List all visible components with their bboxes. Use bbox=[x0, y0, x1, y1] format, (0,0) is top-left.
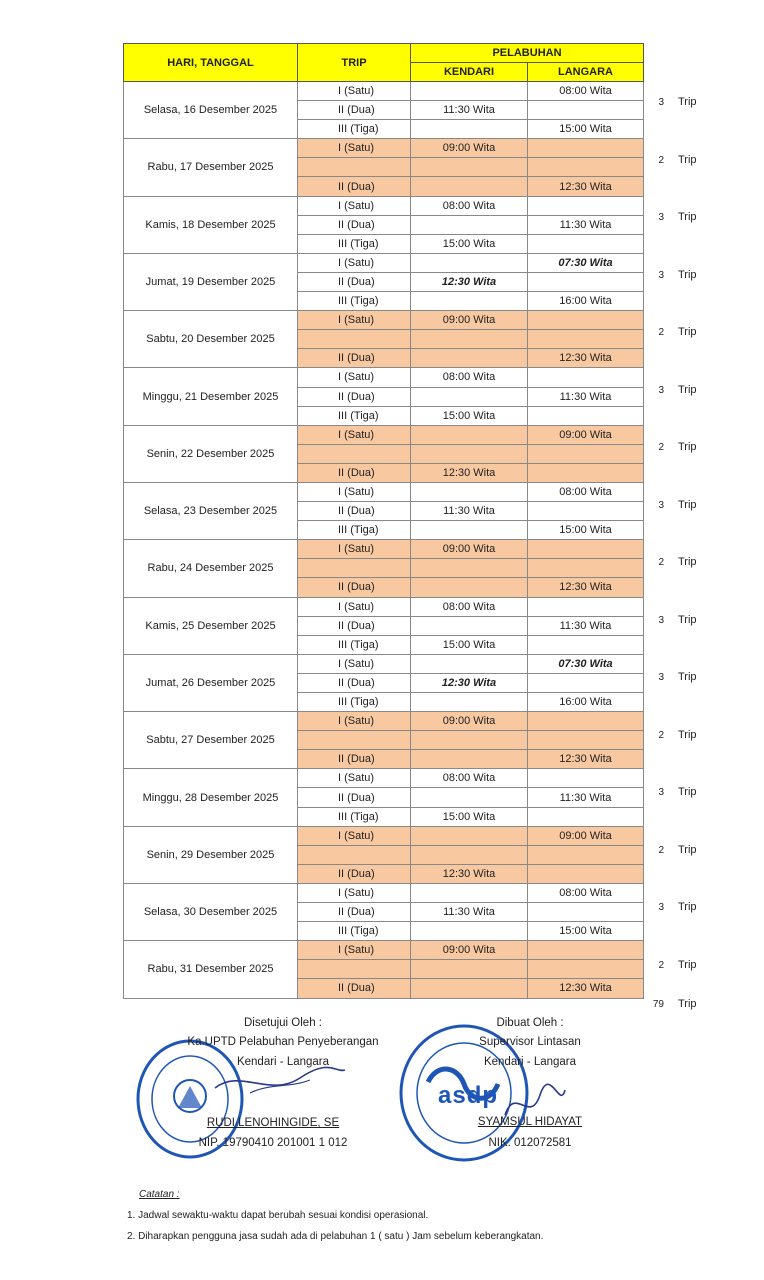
day-date: Rabu, 31 Desember 2025 bbox=[124, 941, 298, 998]
day-date: Senin, 29 Desember 2025 bbox=[124, 826, 298, 883]
langara-time-cell: 16:00 Wita bbox=[528, 292, 644, 311]
day-date: Selasa, 30 Desember 2025 bbox=[124, 883, 298, 940]
day-date: Selasa, 16 Desember 2025 bbox=[124, 82, 298, 139]
kendari-time-cell bbox=[411, 521, 528, 540]
day-trip-number: 3 bbox=[658, 269, 664, 281]
langara-time-cell: 08:00 Wita bbox=[528, 883, 644, 902]
trip-cell: II (Dua) bbox=[298, 903, 411, 922]
day-trip-number: 3 bbox=[658, 902, 664, 913]
notes-heading: Catatan : bbox=[139, 1189, 180, 1200]
langara-time-cell bbox=[528, 845, 644, 864]
kendari-time-cell: 11:30 Wita bbox=[411, 502, 528, 521]
kendari-time-cell bbox=[411, 349, 528, 368]
day-trip-label: Trip bbox=[678, 441, 697, 453]
kendari-time-cell bbox=[411, 788, 528, 807]
day-date: Selasa, 23 Desember 2025 bbox=[124, 482, 298, 539]
header-kendari: KENDARI bbox=[411, 63, 528, 82]
notes bbox=[127, 1184, 543, 1247]
day-trip-label: Trip bbox=[678, 613, 697, 626]
trip-cell: I (Satu) bbox=[298, 196, 411, 215]
langara-time-cell: 07:30 Wita bbox=[528, 654, 644, 673]
kendari-time-cell bbox=[411, 654, 528, 673]
langara-time-cell bbox=[528, 960, 644, 979]
langara-time-cell: 08:00 Wita bbox=[528, 82, 644, 101]
kendari-time-cell bbox=[411, 922, 528, 941]
langara-time-cell bbox=[528, 769, 644, 788]
day-trip-count bbox=[648, 729, 708, 741]
day-trip-count bbox=[648, 614, 708, 626]
trip-cell: III (Tiga) bbox=[298, 693, 411, 712]
day-trip-label: Trip bbox=[678, 326, 697, 338]
trip-cell: I (Satu) bbox=[298, 482, 411, 501]
left-sign-line2: Kendari - Langara bbox=[236, 1056, 330, 1068]
day-trip-number: 2 bbox=[658, 327, 664, 338]
langara-time-cell: 16:00 Wita bbox=[528, 693, 644, 712]
day-date: Jumat, 26 Desember 2025 bbox=[124, 654, 298, 711]
trip-cell bbox=[298, 158, 411, 177]
kendari-time-cell: 08:00 Wita bbox=[411, 368, 528, 387]
table-row bbox=[124, 425, 644, 444]
langara-time-cell: 12:30 Wita bbox=[528, 349, 644, 368]
kendari-time-cell: 15:00 Wita bbox=[411, 635, 528, 654]
total-number: 79 bbox=[652, 999, 664, 1010]
kendari-time-cell bbox=[411, 883, 528, 902]
kendari-time-cell bbox=[411, 253, 528, 272]
langara-time-cell bbox=[528, 635, 644, 654]
langara-time-cell: 11:30 Wita bbox=[528, 616, 644, 635]
kendari-time-cell: 08:00 Wita bbox=[411, 597, 528, 616]
table-row bbox=[124, 883, 644, 902]
day-trip-count bbox=[648, 499, 708, 511]
day-trip-label: Trip bbox=[678, 498, 697, 511]
trip-cell: II (Dua) bbox=[298, 349, 411, 368]
day-trip-label: Trip bbox=[678, 96, 697, 108]
trip-cell: III (Tiga) bbox=[298, 635, 411, 654]
langara-time-cell bbox=[528, 807, 644, 826]
day-trip-count bbox=[648, 844, 708, 856]
langara-time-cell: 11:30 Wita bbox=[528, 788, 644, 807]
trip-cell: I (Satu) bbox=[298, 253, 411, 272]
langara-time-cell bbox=[528, 463, 644, 482]
kendari-time-cell bbox=[411, 82, 528, 101]
trip-cell: III (Tiga) bbox=[298, 292, 411, 311]
trip-cell: III (Tiga) bbox=[298, 807, 411, 826]
langara-time-cell: 08:00 Wita bbox=[528, 482, 644, 501]
right-sign-name: SYAMSUL HIDAYAT bbox=[477, 1116, 583, 1128]
right-sign-line2: Kendari - Langara bbox=[483, 1056, 577, 1068]
table-row bbox=[124, 941, 644, 960]
day-trip-count bbox=[648, 326, 708, 338]
table-row bbox=[124, 311, 644, 330]
trip-cell: II (Dua) bbox=[298, 101, 411, 120]
day-trip-number: 2 bbox=[658, 154, 664, 166]
langara-time-cell bbox=[528, 368, 644, 387]
day-date: Rabu, 17 Desember 2025 bbox=[124, 139, 298, 196]
kendari-time-cell: 15:00 Wita bbox=[411, 406, 528, 425]
kendari-time-cell bbox=[411, 215, 528, 234]
kendari-time-cell bbox=[411, 559, 528, 578]
trip-cell: I (Satu) bbox=[298, 941, 411, 960]
day-trip-number: 2 bbox=[658, 729, 664, 741]
kendari-time-cell bbox=[411, 750, 528, 769]
day-trip-label: Trip bbox=[678, 556, 697, 568]
day-trip-count bbox=[648, 384, 708, 396]
langara-time-cell: 07:30 Wita bbox=[528, 253, 644, 272]
trip-cell: I (Satu) bbox=[298, 826, 411, 845]
kendari-time-cell: 08:00 Wita bbox=[411, 769, 528, 788]
header-date: HARI, TANGGAL bbox=[124, 44, 298, 82]
day-trip-label: Trip bbox=[678, 211, 697, 223]
kendari-time-cell: 11:30 Wita bbox=[411, 903, 528, 922]
schedule-body bbox=[124, 82, 644, 999]
left-sign-heading: Disetujui Oleh : bbox=[244, 1017, 322, 1029]
right-sign-heading: Dibuat Oleh : bbox=[496, 1017, 564, 1029]
langara-time-cell bbox=[528, 540, 644, 559]
kendari-time-cell bbox=[411, 731, 528, 750]
kendari-time-cell: 09:00 Wita bbox=[411, 941, 528, 960]
langara-time-cell: 12:30 Wita bbox=[528, 750, 644, 769]
right-sign-line1: Supervisor Lintasan bbox=[479, 1036, 581, 1048]
kendari-time-cell bbox=[411, 292, 528, 311]
day-trip-count bbox=[648, 556, 708, 568]
day-trip-number: 3 bbox=[658, 787, 664, 798]
langara-time-cell bbox=[528, 444, 644, 463]
day-trip-count bbox=[648, 671, 708, 683]
langara-time-cell bbox=[528, 196, 644, 215]
total-count bbox=[648, 998, 708, 1010]
langara-time-cell bbox=[528, 311, 644, 330]
langara-time-cell: 15:00 Wita bbox=[528, 120, 644, 139]
schedule-table bbox=[123, 43, 644, 999]
langara-time-cell: 15:00 Wita bbox=[528, 521, 644, 540]
langara-time-cell bbox=[528, 864, 644, 883]
day-trip-number: 3 bbox=[658, 672, 664, 683]
day-trip-number: 3 bbox=[658, 384, 664, 396]
trip-cell: III (Tiga) bbox=[298, 922, 411, 941]
day-trip-number: 2 bbox=[658, 442, 664, 453]
day-trip-count bbox=[648, 154, 708, 166]
kendari-time-cell bbox=[411, 979, 528, 998]
table-row bbox=[124, 654, 644, 673]
trip-cell: I (Satu) bbox=[298, 311, 411, 330]
kendari-time-cell bbox=[411, 482, 528, 501]
kendari-time-cell: 09:00 Wita bbox=[411, 712, 528, 731]
kendari-time-cell: 12:30 Wita bbox=[411, 673, 528, 692]
day-trip-count bbox=[648, 901, 708, 913]
trip-cell: II (Dua) bbox=[298, 864, 411, 883]
trip-cell: I (Satu) bbox=[298, 769, 411, 788]
kendari-time-cell: 09:00 Wita bbox=[411, 139, 528, 158]
day-trip-count bbox=[648, 786, 708, 798]
day-date: Minggu, 21 Desember 2025 bbox=[124, 368, 298, 425]
kendari-time-cell bbox=[411, 120, 528, 139]
kendari-time-cell bbox=[411, 330, 528, 349]
day-trip-label: Trip bbox=[678, 153, 697, 166]
kendari-time-cell: 15:00 Wita bbox=[411, 234, 528, 253]
trip-cell: I (Satu) bbox=[298, 368, 411, 387]
day-trip-number: 3 bbox=[658, 97, 664, 108]
left-sign-id: NIP. 19790410 201001 1 012 bbox=[198, 1137, 348, 1149]
langara-time-cell bbox=[528, 712, 644, 731]
langara-time-cell bbox=[528, 731, 644, 750]
total-label: Trip bbox=[678, 998, 697, 1010]
kendari-time-cell: 15:00 Wita bbox=[411, 807, 528, 826]
langara-time-cell bbox=[528, 502, 644, 521]
trip-cell: I (Satu) bbox=[298, 654, 411, 673]
langara-time-cell: 12:30 Wita bbox=[528, 177, 644, 196]
trip-cell: II (Dua) bbox=[298, 616, 411, 635]
trip-cell: II (Dua) bbox=[298, 750, 411, 769]
day-date: Sabtu, 27 Desember 2025 bbox=[124, 712, 298, 769]
day-trip-count bbox=[648, 959, 708, 971]
table-row bbox=[124, 826, 644, 845]
langara-time-cell bbox=[528, 330, 644, 349]
note-item: 1. Jadwal sewaktu-waktu dapat berubah sesuai kondisi operasional. bbox=[127, 1210, 429, 1221]
langara-time-cell: 09:00 Wita bbox=[528, 425, 644, 444]
day-date: Jumat, 19 Desember 2025 bbox=[124, 253, 298, 310]
langara-time-cell: 11:30 Wita bbox=[528, 215, 644, 234]
kendari-time-cell bbox=[411, 578, 528, 597]
kendari-time-cell bbox=[411, 425, 528, 444]
day-trip-count bbox=[648, 441, 708, 453]
langara-time-cell bbox=[528, 903, 644, 922]
trip-cell: II (Dua) bbox=[298, 673, 411, 692]
trip-cell: I (Satu) bbox=[298, 883, 411, 902]
day-trip-label: Trip bbox=[678, 383, 697, 396]
kendari-time-cell: 12:30 Wita bbox=[411, 272, 528, 291]
day-trip-number: 2 bbox=[658, 844, 664, 856]
left-sign-name: RUDI LENOHINGIDE, SE bbox=[206, 1117, 340, 1129]
day-date: Rabu, 24 Desember 2025 bbox=[124, 540, 298, 597]
day-date: Kamis, 18 Desember 2025 bbox=[124, 196, 298, 253]
trip-cell: I (Satu) bbox=[298, 425, 411, 444]
trip-cell: III (Tiga) bbox=[298, 234, 411, 253]
langara-time-cell: 09:00 Wita bbox=[528, 826, 644, 845]
day-trip-label: Trip bbox=[678, 268, 697, 281]
day-trip-number: 3 bbox=[658, 614, 664, 626]
day-trip-number: 3 bbox=[658, 212, 664, 223]
kendari-time-cell bbox=[411, 158, 528, 177]
langara-time-cell bbox=[528, 941, 644, 960]
kendari-time-cell: 12:30 Wita bbox=[411, 463, 528, 482]
day-trip-number: 3 bbox=[658, 499, 664, 511]
header-port: PELABUHAN bbox=[411, 44, 644, 63]
kendari-time-cell bbox=[411, 826, 528, 845]
table-row bbox=[124, 540, 644, 559]
trip-cell bbox=[298, 731, 411, 750]
trip-cell: III (Tiga) bbox=[298, 521, 411, 540]
kendari-time-cell: 11:30 Wita bbox=[411, 101, 528, 120]
day-date: Kamis, 25 Desember 2025 bbox=[124, 597, 298, 654]
kendari-time-cell bbox=[411, 616, 528, 635]
langara-time-cell bbox=[528, 673, 644, 692]
langara-time-cell: 12:30 Wita bbox=[528, 578, 644, 597]
note-item: 2. Diharapkan pengguna jasa sudah ada di pelabuhan 1 ( satu ) Jam sebelum keberangkatan. bbox=[127, 1231, 544, 1242]
trip-cell: I (Satu) bbox=[298, 139, 411, 158]
table-row bbox=[124, 368, 644, 387]
kendari-time-cell bbox=[411, 444, 528, 463]
table-row bbox=[124, 139, 644, 158]
table-row bbox=[124, 253, 644, 272]
day-date: Sabtu, 20 Desember 2025 bbox=[124, 311, 298, 368]
langara-time-cell bbox=[528, 101, 644, 120]
langara-time-cell bbox=[528, 559, 644, 578]
trip-cell: II (Dua) bbox=[298, 272, 411, 291]
trip-cell: I (Satu) bbox=[298, 597, 411, 616]
trip-cell: I (Satu) bbox=[298, 82, 411, 101]
table-row bbox=[124, 712, 644, 731]
table-row bbox=[124, 769, 644, 788]
day-trip-label: Trip bbox=[678, 843, 697, 856]
day-trip-number: 2 bbox=[658, 557, 664, 568]
day-trip-count bbox=[648, 96, 708, 108]
trip-cell: III (Tiga) bbox=[298, 406, 411, 425]
header-langara: LANGARA bbox=[528, 63, 644, 82]
trip-cell bbox=[298, 444, 411, 463]
day-trip-label: Trip bbox=[678, 728, 697, 741]
right-sign-id: NIK. 012072581 bbox=[488, 1137, 572, 1149]
trip-cell: II (Dua) bbox=[298, 177, 411, 196]
day-trip-label: Trip bbox=[678, 671, 697, 683]
trip-cell: II (Dua) bbox=[298, 979, 411, 998]
kendari-time-cell bbox=[411, 387, 528, 406]
day-date: Senin, 22 Desember 2025 bbox=[124, 425, 298, 482]
kendari-time-cell: 09:00 Wita bbox=[411, 540, 528, 559]
trip-cell: III (Tiga) bbox=[298, 120, 411, 139]
kendari-time-cell bbox=[411, 960, 528, 979]
trip-cell: II (Dua) bbox=[298, 215, 411, 234]
day-trip-count bbox=[648, 211, 708, 223]
langara-time-cell: 11:30 Wita bbox=[528, 387, 644, 406]
langara-time-cell: 12:30 Wita bbox=[528, 979, 644, 998]
table-row bbox=[124, 597, 644, 616]
trip-cell: II (Dua) bbox=[298, 578, 411, 597]
kendari-time-cell bbox=[411, 845, 528, 864]
header-trip: TRIP bbox=[298, 44, 411, 82]
langara-time-cell bbox=[528, 272, 644, 291]
kendari-time-cell bbox=[411, 693, 528, 712]
trip-cell: II (Dua) bbox=[298, 387, 411, 406]
trip-cell bbox=[298, 559, 411, 578]
day-date: Minggu, 28 Desember 2025 bbox=[124, 769, 298, 826]
day-trip-label: Trip bbox=[678, 901, 697, 913]
trip-cell: II (Dua) bbox=[298, 502, 411, 521]
trip-cell: II (Dua) bbox=[298, 463, 411, 482]
day-trip-label: Trip bbox=[678, 786, 697, 798]
day-trip-label: Trip bbox=[678, 958, 697, 971]
left-sign-line1: Ka.UPTD Pelabuhan Penyeberangan bbox=[187, 1036, 379, 1048]
trip-cell bbox=[298, 960, 411, 979]
kendari-time-cell: 09:00 Wita bbox=[411, 311, 528, 330]
trip-cell: I (Satu) bbox=[298, 712, 411, 731]
trip-cell: I (Satu) bbox=[298, 540, 411, 559]
kendari-time-cell bbox=[411, 177, 528, 196]
trip-cell bbox=[298, 330, 411, 349]
langara-time-cell bbox=[528, 406, 644, 425]
langara-time-cell: 15:00 Wita bbox=[528, 922, 644, 941]
langara-time-cell bbox=[528, 139, 644, 158]
table-row bbox=[124, 82, 644, 101]
langara-time-cell bbox=[528, 234, 644, 253]
langara-time-cell bbox=[528, 597, 644, 616]
asdp-logo-text: asdp bbox=[438, 1082, 499, 1109]
day-trip-count bbox=[648, 269, 708, 281]
langara-time-cell bbox=[528, 158, 644, 177]
trip-cell: II (Dua) bbox=[298, 788, 411, 807]
day-trip-number: 2 bbox=[658, 959, 664, 971]
kendari-time-cell: 08:00 Wita bbox=[411, 196, 528, 215]
table-row bbox=[124, 196, 644, 215]
table-row bbox=[124, 482, 644, 501]
trip-cell bbox=[298, 845, 411, 864]
kendari-time-cell: 12:30 Wita bbox=[411, 864, 528, 883]
